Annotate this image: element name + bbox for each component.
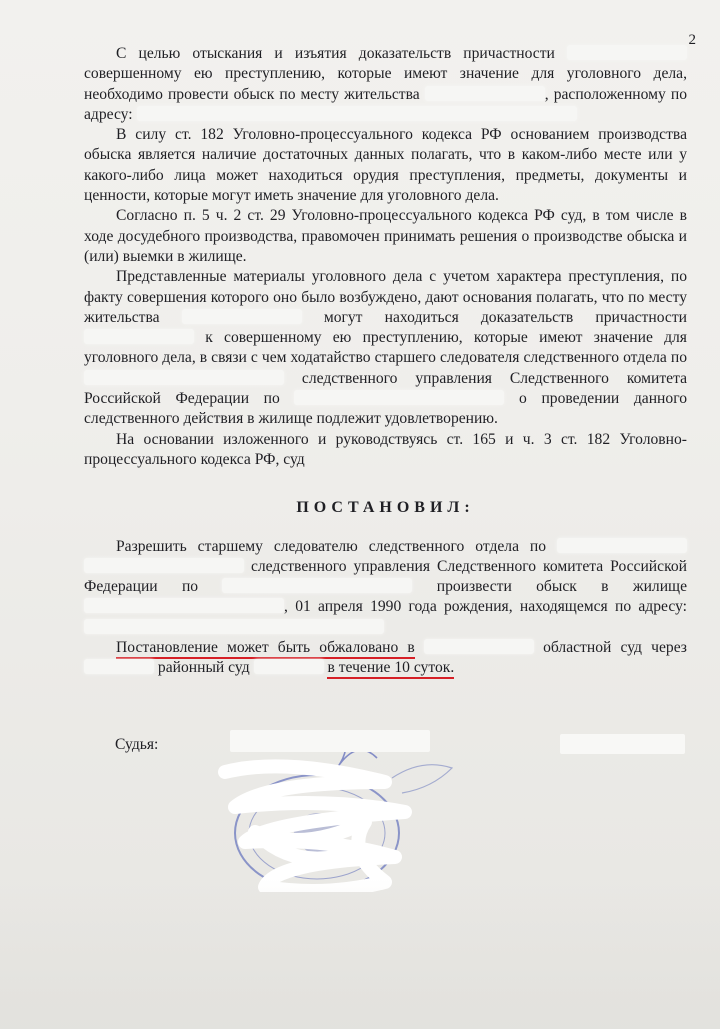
redaction: [254, 659, 324, 674]
redaction: [84, 370, 284, 385]
paragraph-3: Согласно п. 5 ч. 2 ст. 29 Уголовно-процессуального кодекса РФ суд, в том числе в ходе досудебного производства, правомочен принимать решения о производстве обыска и (или) выемки в жилище.: [84, 207, 687, 265]
redaction-box: [230, 730, 430, 752]
paragraph-2: В силу ст. 182 Уголовно-процессуального кодекса РФ основанием производства обыска является наличие достаточных данных полагать, что в каком-либо месте или у какого-либо лица может находиться орудия преступления, предметы, документы и ценности, которые могут иметь значение для уголовного дела.: [84, 126, 687, 205]
redaction-scribble: [205, 752, 435, 892]
redaction: [294, 390, 504, 405]
page-number: 2: [688, 32, 696, 48]
redaction: [425, 86, 545, 101]
appeal-paragraph: Постановление может быть обжаловано в областной суд через районный суд в течение 10 суток.: [84, 638, 687, 679]
appeal-underlined-text: Постановление может быть обжаловано в: [116, 639, 415, 659]
redaction: [567, 45, 687, 60]
judge-label: Судья:: [115, 736, 159, 753]
appeal-term-underlined: в течение 10 суток.: [327, 659, 454, 679]
redaction: [424, 639, 534, 654]
redaction: [222, 578, 412, 593]
redaction: [84, 598, 284, 613]
redaction: [182, 309, 302, 324]
resolution-heading: ПОСТАНОВИЛ:: [296, 499, 475, 517]
paragraph-4: Представленные материалы уголовного дела с учетом характера преступления, по факту совершения которого оно было возбуждено, дают основания полагать, что по месту жительства могут находиться доказательств причастности к совершенному ею преступлению, которые имеют значение для уголовного дела, в связи с чем ходатайство старшего следователя следственного отдела по следственного управления Следственного комитета Российской Федерации по о проведении данного следственного действия в жилище подлежит удовлетворению.: [84, 268, 687, 428]
redaction: [84, 558, 244, 573]
paragraph-1: С целью отыскания и изъятия доказательств причастности совершенному ею преступлению, которые имеют значение для уголовного дела, необходимо провести обыск по месту жительства , расположенному по адресу:: [84, 45, 688, 123]
redaction: [84, 329, 194, 344]
redaction: [557, 538, 687, 553]
resolution-paragraph: Разрешить старшему следователю следственного отдела по следственного управления Следственного комитета Российской Федерации по произвести обыск в жилище , 01 апреля 1990 года рождения, находящемся по адресу:: [84, 537, 687, 638]
redaction-box: [560, 734, 685, 754]
redaction: [84, 619, 384, 634]
redaction: [137, 106, 577, 121]
document-body: [84, 44, 687, 679]
page-bottom-shading: [0, 879, 720, 1029]
redaction: [84, 659, 154, 674]
paragraph-5: На основании изложенного и руководствуясь ст. 165 и ч. 3 ст. 182 Уголовно-процессуального кодекса РФ, суд: [84, 430, 687, 468]
